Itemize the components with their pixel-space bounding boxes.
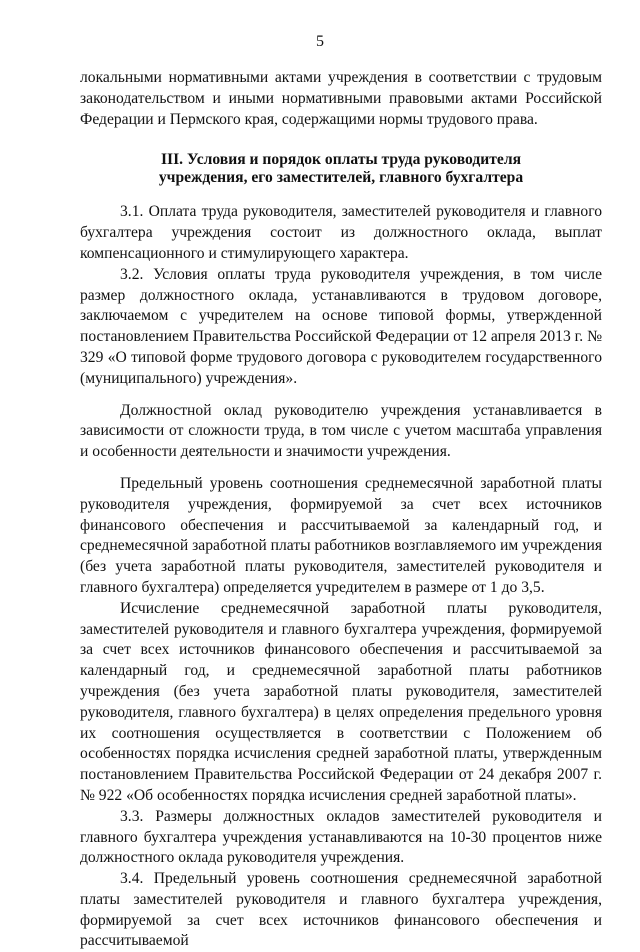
paragraph-official-salary: Должностной оклад руководителю учреждения устанавливается в зависимости от сложности труда, в том числе с учетом масштаба управления и особенности деятельности и значимости учреждения. <box>80 401 602 461</box>
paragraph-ratio-limit: Предельный уровень соотношения среднемесячной заработной платы руководителя учреждения, формируемой за счет всех источников финансового обеспечения и рассчитываемой за календарный год, и среднемесячной заработной платы работников возглавляемого им учреждения (без учета заработной платы руководителя, заместителей руководителя и главного бухгалтера) определяется учредителем в размере от 1 до 3,5. <box>80 474 602 596</box>
paragraph-3-4: 3.4. Предельный уровень соотношения среднемесячной заработной платы заместителей руководителя и главного бухгалтера учреждения, формируемой за счет всех источников финансового обеспечения и рассчитываемой <box>80 870 602 950</box>
document-body <box>80 68 602 952</box>
paragraph-calculation: Исчисление среднемесячной заработной платы руководителя, заместителей руководителя и главного бухгалтера учреждения, формируемой за счет всех источников финансового обеспечения и рассчитываемой за календарный год, и среднемесячной заработной платы работников учреждения (без учета заработной платы руководителя, заместителей руководителя, главного бухгалтера) в целях определения предельного уровня их соотношения осуществляется в соответствии с Положением об особенностях порядка исчисления средней заработной платы, утвержденным постановлением Правительства Российской Федерации от 24 декабря 2007 г. № 922 «Об особенностях порядка исчисления средней заработной платы». <box>80 599 602 804</box>
section-heading-line-2: учреждения, его заместителей, главного бухгалтера <box>158 169 524 187</box>
section-heading <box>80 151 602 187</box>
paragraph-3-3: 3.3. Размеры должностных окладов заместителей руководителя и главного бухгалтера учреждения устанавливаются на 10-30 процентов ниже должностного оклада руководителя учреждения. <box>80 807 602 867</box>
paragraph-3-2: 3.2. Условия оплаты труда руководителя учреждения, в том числе размер должностного оклада, устанавливаются в трудовом договоре, заключаемом с учредителем на основе типовой формы, утвержденной постановлением Правительства Российской Федерации от 12 апреля 2013 г. № 329 «О типовой форме трудового договора с руководителем государственного (муниципального) учреждения». <box>80 265 602 387</box>
paragraph-3-1: 3.1. Оплата труда руководителя, заместителей руководителя и главного бухгалтера учреждения состоит из должностного оклада, выплат компенсационного и стимулирующего характера. <box>80 203 602 262</box>
section-heading-line-1: III. Условия и порядок оплаты труда руководителя <box>160 151 522 169</box>
intro-paragraph: локальными нормативными актами учреждения в соответствии с трудовым законодательством и иными нормативными правовыми актами Российской Федерации и Пермского края, содержащими нормы трудового права. <box>80 69 602 128</box>
page-number: 5 <box>316 33 324 50</box>
